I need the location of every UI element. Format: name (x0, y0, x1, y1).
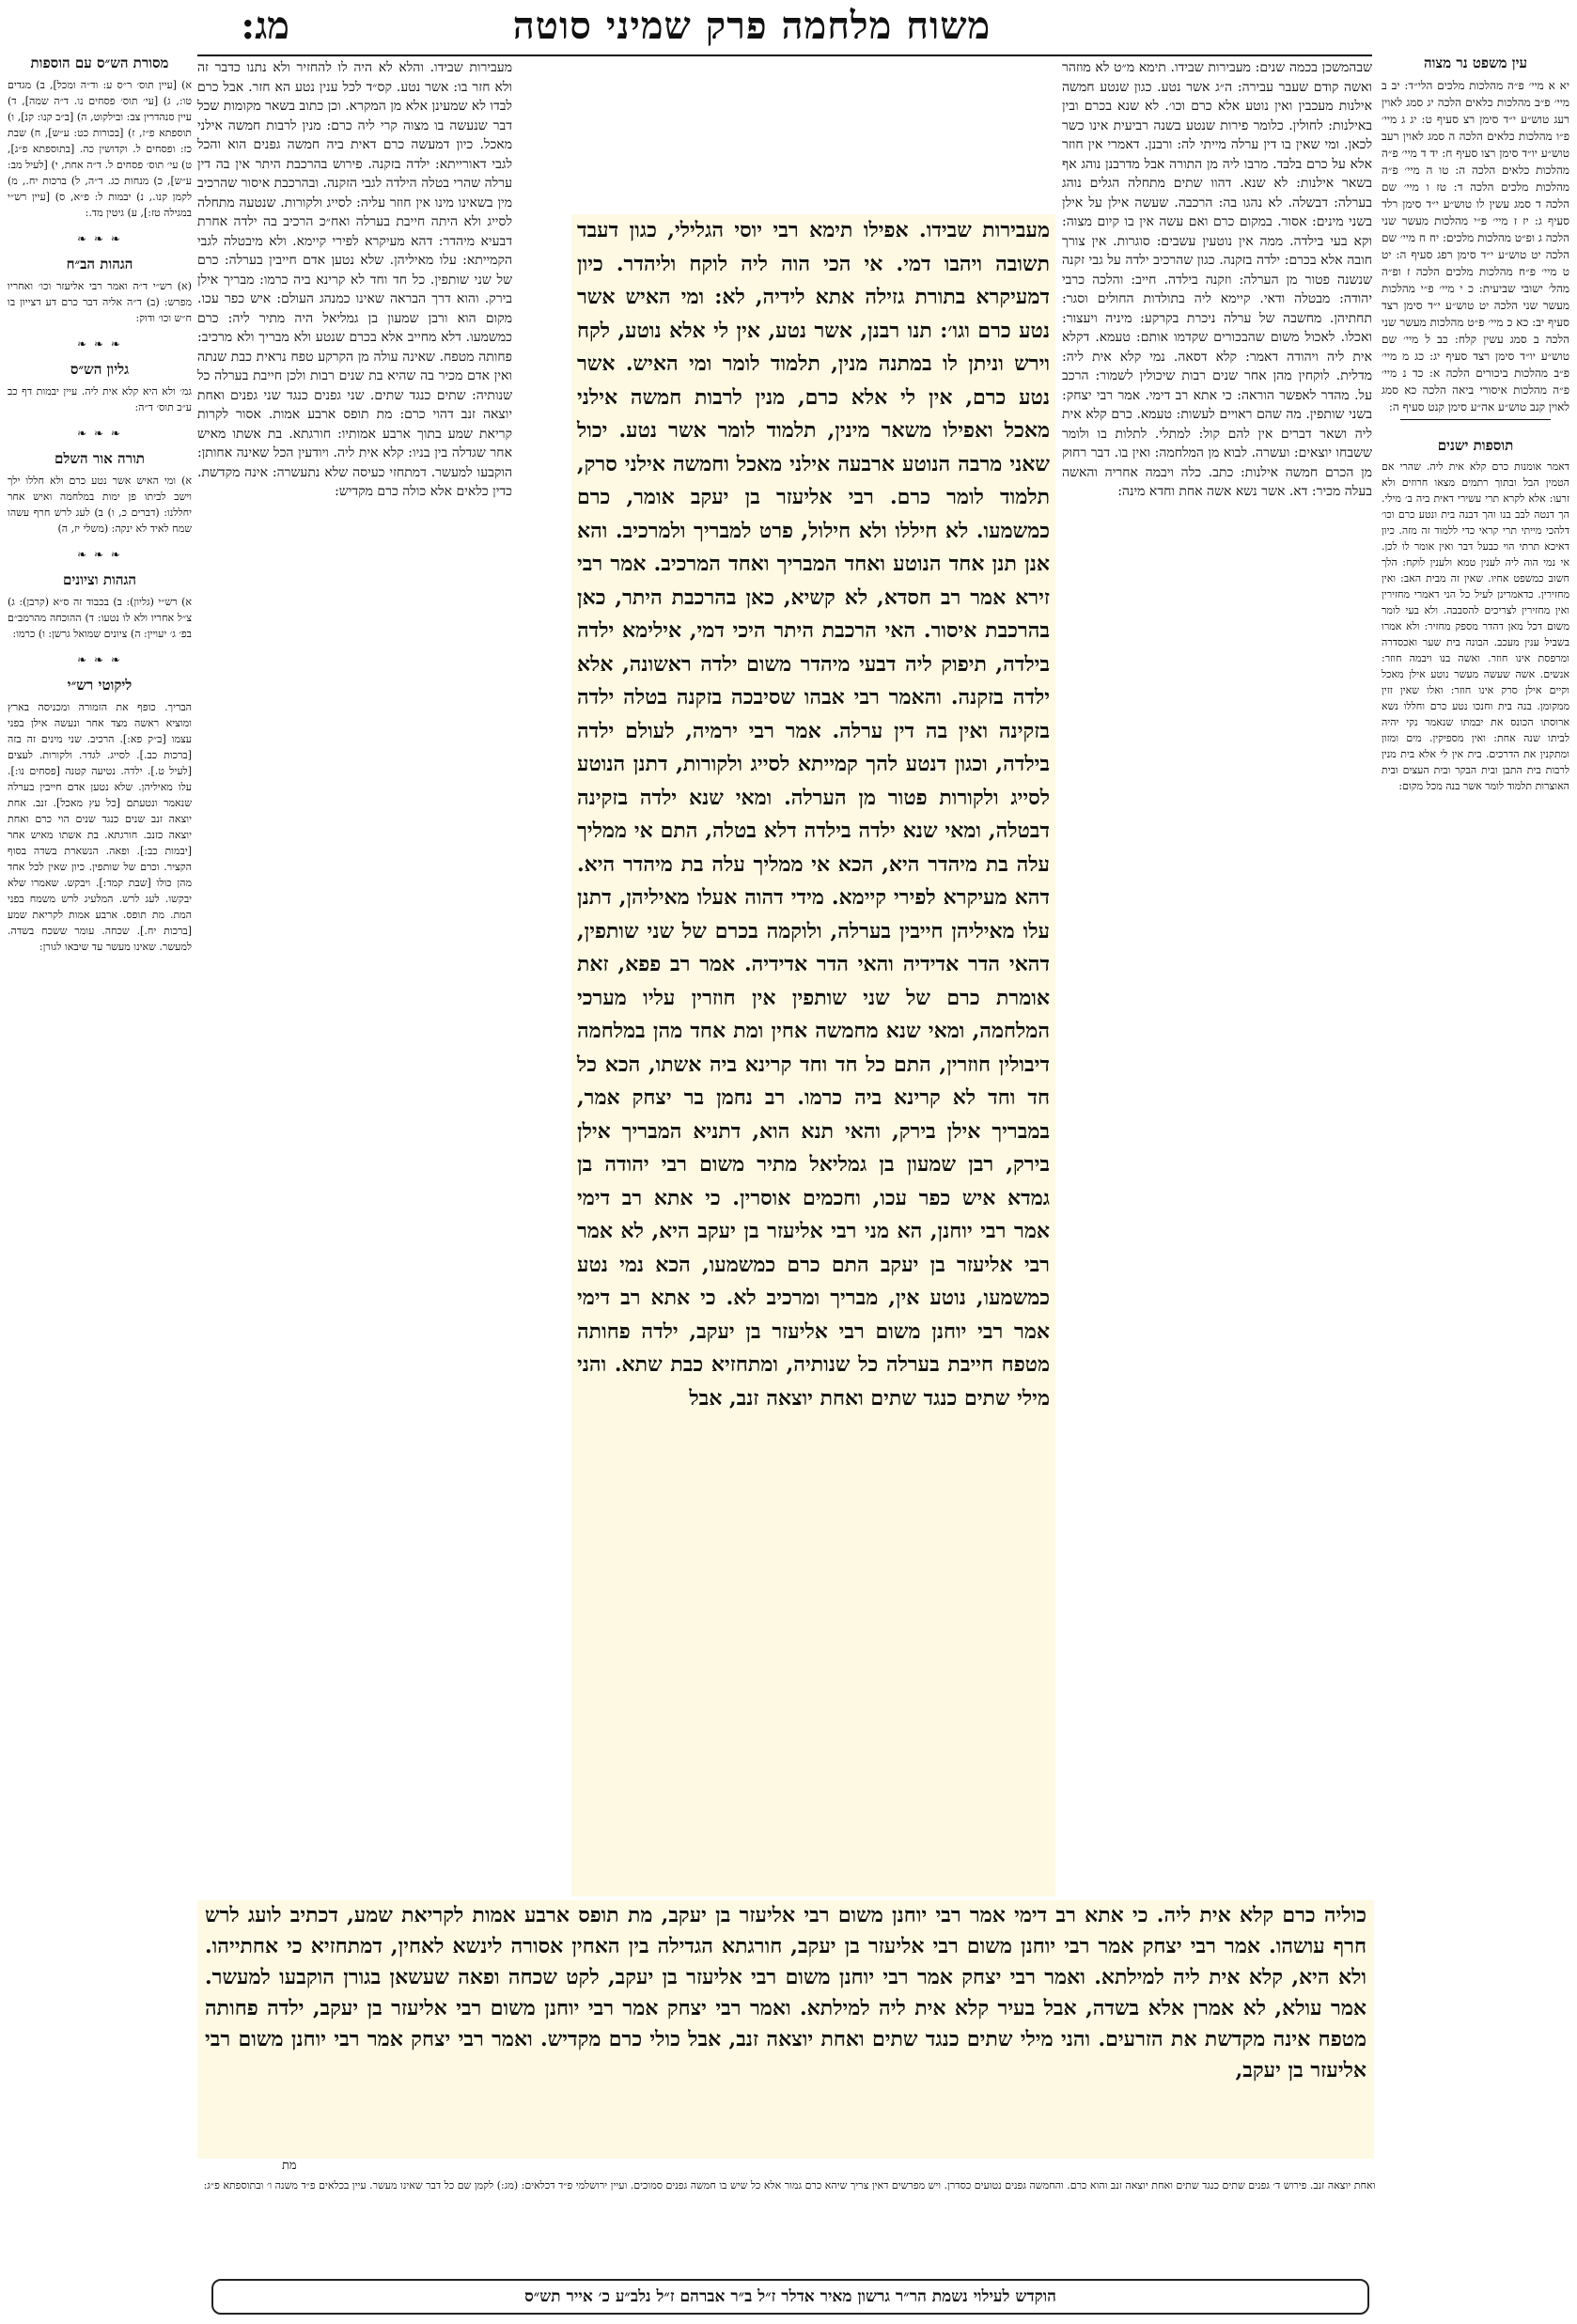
header-rule (197, 55, 1372, 56)
tosafot-yeshanim-text: דאמר אומנות כרם קלא אית ליה. שהרי אם הטמין הבל ובתוך רתמים מצאו חרוזים ולא זרעו: אלא לקרא תרי עשירי דאית ביה ב׳ מילי. הך דנטה לבב בנו והך דבנה בית ונטע כרם וכו׳ דלהכי מייתי תרי קראי כדי ללמוד זה מזה. כיון דאיכא תרתי הוי כבעל דבר ואין אומר לו לכן. אי נמי הוה ליה לענין טמא ולענין לוקח: הלך חשוב כמשפט אחיו. שאין זה מבית האב: ואין מחזירין. כדאמרינן לעיל כל הני דאמרי מחזירין ואין מחזירין לצריכים להסבבה. ולא בעי לומר משום דכל מאן דהדר מספק מחזיר: ולא אמרו בשביל ענין מעכב. הבונה בית שער ואכסדרה ומרפסת אינו חוזר. ואשה בנו ויבמה חוזר: אנשים. אשה שעשה מעשר נוטע אילן מאכל וקיים אילן סרק אינו חוזר: ואלו שאין זזין ממקומן. בנה בית וחנכו נטע כרם וחללו נשא ארוסתו הכונס את יבמתו שנאמר נקי יהיה לביתו שנה אחת: ואין מספיקין. מים ומזון ומתקנין את הדרכים. בית אין לי אלא בית מנין לרבות בית התבן ובית הבקר ובית העצים ובית האוצרות תלמוד לומר אשר בנה מכל מקום: (1382, 460, 1569, 792)
mesoret-title: מסורת הש״ס עם הוספות (30, 55, 169, 71)
gemara-bottom-text (197, 1900, 1374, 2159)
ein-mishpat-text: יא א מיי׳ פ״ה מהלכות מלכים הלי״ד: יב ב מיי׳ פ״ב מהלכות כלאים הלכה יג סמג לאוין רעג טוש״ע י״ד סימן רצ סעיף ט: יג ג מיי׳ פ״ו מהלכות כלאים הלכה ה סמג לאוין רעב טוש״ע יו״ד סימן רצו סעיף ח: יד ד מיי׳ פ״ה מהלכות כלאים הלכה ה: טו ה מיי׳ פ״ה מהלכות מלכים הלכה ד: טז ו מיי׳ שם הלכה ד סמג עשין לו טוש״ע י״ד סימן רלד סעיף ג: יז ז מיי׳ פ״י מהלכות מעשר שני הלכה ג ופ״ט מהלכות מלכים: יח ח מיי׳ שם הלכה יט טוש״ע י״ד סימן רפג סעיף ה: יט ט מיי׳ פ״ח מהלכות מלכים הלכה ז ופ״ה מהל׳ ישובי שביעית: כ י מיי׳ פ״י מהלכות מעשר שני הלכה יט טוש״ע י״ד סימן רצד סעיף יב: כא כ מיי׳ פ״ט מהלכות מעשר שני הלכה ב סמג עשין קלח: כב ל מיי׳ שם טוש״ע יו״ד סימן רצד סעיף יג: כג מ מיי׳ פ״ב מהלכות ביכורים הלכה א: כד נ מיי׳ פ״ה מהלכות איסורי ביאה הלכה כא סמג לאוין קנב טוש״ע אה״ע סימן קנט סעיף ה: (1382, 78, 1569, 413)
ornament-divider: ❧ ❧ ❧ (77, 336, 122, 351)
tosafot-commentary (197, 58, 512, 1895)
ein-mishpat-title: עין משפט נר מצוה (1423, 55, 1528, 71)
running-head: משוח מלחמה פרק שמיני סוטה (512, 4, 991, 48)
mesoret-text: א) [עיין תוס׳ ר״ס ע: וד״ה ומכל], ב) מגדים טו:, ג) [עי׳ תוס׳ פסחים נו. ד״ה שמה], ד) עיין סנהדרין צב: ובילקוט, ה) [ב״ב קנו: קנ], ו) תוספתא פ״ז, ז) [בכורות כט: ע״ש], ח) שבת כז: ופסחים ל. וקדושין כה. [בתוספתא פ״ג], ט) עי׳ תוס׳ פסחים ל. ד״ה אחת, י) [לעיל מב: ע״ש], כ) מנחות כג. ד״ה, ל) ברכות יח., מ) לקמן קנו., נ) יבמות ל: פ״א, ס) [עיין רש״י במגילה טז:], ע) גיטין מד.: (8, 78, 192, 219)
gemara-text: מעבירות שבידו. אפילו תימא רבי יוסי הגלילי, כגון דעבד תשובה ויהבו דמי. אי הכי הוה ליה לוקח וליהדר. כיון דמעיקרא בתורת גזילה אתא לידיה, לא: ומי האיש אשר נטע כרם וגו׳: תנו רבנן, אשר נטע, אין לי אלא נוטע, לקח וירש וניתן לו במתנה מנין, תלמוד לומר ומי האיש. אשר נטע כרם, אין לי אלא כרם, מנין לרבות חמשה אילני מאכל ואפילו משאר מינין, תלמוד לומר אשר נטע. יכול שאני מרבה הנוטע ארבעה אילני מאכל וחמשה אילני סרק, תלמוד לומר כרם. רבי אליעזר בן יעקב אומר, כרם כמשמעו. לא חיללו ולא חילול, פרט למבריך ולמרכיב. והא אנן תנן אחד הנוטע ואחד המבריך ואחד המרכיב. אמר רבי זירא אמר רב חסדא, לא קשיא, כאן בהרכבת היתר, כאן בהרכבת איסור. האי הרכבת היתר היכי דמי, אילימא ילדה בילדה, תיפוק ליה דבעי מיהדר משום ילדה ראשונה, אלא ילדה בזקנה. והאמר רבי אבהו שסיבכה בזקנה בטלה ילדה בזקינה ואין בה דין ערלה. אמר רבי ירמיה, לעולם ילדה בילדה, וכגון דנטע להך קמייתא לסייג ולקורות, דתנן הנוטע לסייג ולקורות פטור מן הערלה. ומאי שנא ילדה בזקינה דבטלה, ומאי שנא ילדה בילדה דלא בטלה, התם אי ממליך עלה בת מיהדר היא, הכא אי ממליך עלה בת מיהדר היא. דהא מעיקרא לפירי קיימא. מידי דהוה אעלו מאיליהן, דתנן עלו מאיליהן חייבין בערלה, ולוקמה בכרם של שני שותפין, דהאי הדר אדידיה והאי הדר אדידיה. אמר רב פפא, זאת אומרת כרם של שני שותפין אין חוזרין עליו מערכי המלחמה, ומאי שנא מחמשה אחין ומת אחד מהן במלחמה דיבולין חוזרין, התם כל חד וחד קרינא ביה אשתו, הכא כל חד וחד לא קרינא ביה כרמו. רב נחמן בר יצחק אמר, במבריך אילן בירק, והאי תנא הוא, דתניא המבריך אילן בירק, רבן שמעון בן גמליאל מתיר משום רבי יהודה בן גמדא איש כפר עכו, וחכמים אוסרין. כי אתא רב דימי אמר רבי יוחנן, הא מני רבי אליעזר בן יעקב היא, לא אמר רבי אליעזר בן יעקב התם כרם כמשמעו, הכא נמי נטע כמשמעו, נוטע אין, מבריך ומרכיב לא. כי אתא רב דימי אמר רבי יוחנן משום רבי אליעזר בן יעקב, ילדה פחותה מטפח חייבת בערלה כל שנותיה, ומתחזיא כבת שתא. והני מילי שתים כנגד שתים ואחת יוצאה זנב, אבל (577, 218, 1050, 1411)
bottom-note: ואחת יוצאה זנב. פירוש ד׳ גפנים שתים כנגד שתים ואחת יוצאה זנב והוא כרם. והחמשה גפנים נטועים כסדרן. ויש מפרשים דאין צריך שיהא כרם גמור אלא כל שיש בו חמשה גפנים סמוכים. ועיין ירושלמי פ״ד דכלאים: (מג:) לקמן שם כל דבר שאינו מעשר. עיין בכלאים פ״ד משנה ו׳ ובתוספתא פ״ג: (203, 2179, 1376, 2191)
catchword: מת (282, 2159, 297, 2173)
hagahot-vetziyunim-text: א) רש״י (גליון): ב) בכבוד זה ס״א (קרבן): ג) צ״ל אחריו ולא לו נטעו: ד) ההוכחה מהרמב״ם בפ׳ ג׳ יעויין: ה) ציונים שמואל גרשן: ו) כרמו: (8, 595, 192, 640)
left-outer-column (8, 47, 192, 2166)
torah-or-title: תורה אור השלם (55, 450, 145, 467)
hagahot-habach-title: הגהות הב״ח (66, 256, 133, 273)
folio-number: מג: (241, 4, 289, 48)
hagahot-vetziyunim-title: הגהות וציונים (62, 571, 137, 588)
likutei-rashi-title: ליקוטי רש״י (67, 677, 133, 694)
tosafot-yeshanim-title: תוספות ישנים (1437, 436, 1514, 454)
rashi-commentary (1062, 58, 1372, 1895)
gilyon-hashas-text: גמ׳ ולא היא קלא אית ליה. עיין יבמות דף כב ע״ב תוס׳ ד״ה: (8, 384, 192, 413)
hagahot-habach-text: (א) רש״י ד״ה ואמר רבי אליעזר וכו׳ ואחריו מפרש: (ב) ד״ה אליה דבר כרם דע דצייון בו ח״ש וכו׳ ודוק: (8, 279, 192, 324)
torah-or-text: א) ומי האיש אשר נטע כרם ולא חללו ילך וישב לביתו פן ימות במלחמה ואיש אחר יחללנו: (דברים כ, ו) ב) לעג לרש חרף עשהו שמח לאיד לא ינקה: (משלי יז, ה) (8, 474, 192, 535)
right-outer-column (1382, 47, 1569, 2166)
ornament-divider: ❧ ❧ ❧ (77, 426, 122, 440)
ornament-divider: ❧ ❧ ❧ (77, 547, 122, 561)
rashi-text: שבהמשכן בכמה שנים: מעבירות שבידו. תימא מ״ט לא מוזהר ואשה קודם שעבר עבירה: ה״ג אשר נטע. כגון שנטע חמשה אילנות מעכבין ואין נוטע אלא כרם וכו׳. לא שנא בכרם ובין באילנות: לחולין. כלומר פירות שנטע בשנה רביעית אינו כשר לכאן. ומי שאין בו דין ערלה מייתי לה: ורבנן. דאמרי אין חוזר אלא על כרם בלבד. מרבו ליה מן התורה אבל מדרבנן נוהג אף בשאר אילנות: לא שנא. דהוו שתים מתחלה הגלים נוהג בערלה: דבשלה. לא נהגו בה: הרכבה. שעשה אילן על אילן בשני מינים: אסור. במקום כרם ואם עשה אין בו קיום מצוה: וקא בעי בילדה. ממה אין נוטעין עשבים: סוגרות. אין צורך חובה אלא בכרם: ילדה בזקנה. כגון שהרכיב ילדה על גבי זקנה שנשנה פטור מן הערלה: וזקנה בילדה. חייב: והלכה כרבי יהודה: מבטלה ודאי. קיימא ליה בתולדות החולים וסגר: תחתיהן. מחשבה של ערלה ניכרת בקרקע: מיניה ויעצור: ואכלו. לאכול משום שהבכורים שקדמו אותם: טעמא. דקלא אית ליה ויהודה דאמר: קלא דסאה. נמי קלא אית ליה: מדלית. לוקחין מהן אחר שנים רבות שיכולין לשמור: הרכב על. מהדר לאפשר הוראה: כי אתא רב דימי. אמר רבי יצחק: בשני שותפין. מה שהם ראויים לעשות: טעמא. כרם קלא אית ליה ושאר דברים אין להם קול: למתלי. לתלות בו ולומר ששבחו יוצאים: ועשרה. לבוא מן המלחמה: ואין בו. דבר רחוק מן הכרם חמשה אילנות: כתב. כלה ויבמה אחריה והאשה בעלה מכיר: דא. אשר נשא אשה אחת וחדא מינה: (1062, 60, 1372, 499)
ornament-divider: ❧ ❧ ❧ (77, 231, 122, 245)
tosafot-text: מעבירות שבידו. והלא לא היה לו להחזיר ולא נתנו כדבר זה ולא חזר בו: אשר נטע. קס״ד לכל ענין נטע הא חזר. אבל כרם לבדו לא שמעינן אלא מן המקרא. וכן כתוב בשאר מקומות שכל דבר שנעשה בו מצוה קרי ליה כרם: מנין לרבות חמשה אילני מאכל. כיון דמעשה כרם דאית ביה חמשה גפנים הוא והכל לגבי דאורייתא: ילדה בזקנה. פירוש בהרכבת היתר אין בה דין ערלה שהרי בטלה הילדה לגבי הזקנה. ובהרכבת איסור שהרכיב מין בשאינו מינו אין חוזר עליה: לסייג ולקורות. שנטעה מתחלה לסייג ולא היתה חייבת בערלה ואח״כ הרכיב בה ילדה אחרת דבעיא מיהדר: דהא מעיקרא לפירי קיימא. ולא מיבטלה לגבי הקמייתא: עלו מאיליהן. שלא נטען אדם חייבין בערלה: כרם של שני שותפין. כל חד וחד לא קרינא ביה כרמו: מבריך אילן בירק. והוא דרך הבראה שאינו כמנהג העולם: איש כפר עכו. מקום הוא ורבן שמעון בן גמליאל היה מתיר ליה: כרם כמשמעו. דלא מחייב אלא בכרם שנטע ולא מבריך ולא מרכיב: פחותה מטפח. שאינה עולה מן הקרקע טפח נראית כבת שנתה ואין אדם מכיר בה שהיא בת שנים רבות ולכן חייבת בערלה כל שנותיה: שתים כנגד שתים. שני גפנים כנגד שני גפנים ואחת יוצאה זנב דהוי כרם: מת תופס ארבע אמות. אסור לקרות קריאת שמע בתוך ארבע אמותיו: חורגתא. בת אשתו מאיש אחר שגדלה בין בניו: קלא אית ליה. ויודעין הכל שאינה אחותן: הוקבעו למעשר. דמתחזי כעיסה שלא נתעשרה: אינה מקדשת. כדין כלאים אלא כולה כרם מקדיש: (197, 60, 512, 499)
gemara-bottom-body: כוליה כרם קלא אית ליה. כי אתא רב דימי אמר רבי יוחנן משום רבי אליעזר בן יעקב, מת תופס ארבע אמות לקריאת שמע, דכתיב לועג לרש חרף עושהו. אמר רבי יצחק אמר רבי יוחנן משום רבי אליעזר בן יעקב, חורגתא הגדילה בין האחין אסורה לינשא לאחין, דמתחזיא כי אחתייהו. ולא היא, קלא אית ליה למילתא. ואמר רבי יצחק אמר רבי יוחנן משום רבי אליעזר בן יעקב, לקט שכחה ופאה שעשאן בגורן הוקבעו למעשר. אמר עולא, לא אמרן אלא בשדה, אבל בעיר קלא אית ליה למילתא. ואמר רבי יצחק אמר רבי יוחנן משום רבי אליעזר בן יעקב, ילדה פחותה מטפח אינה מקדשת את הזרעים. והני מילי שתים כנגד שתים ואחת יוצאה זנב, אבל כולי כרם מקדיש. ואמר רבי יצחק אמר רבי יוחנן משום רבי אליעזר בן יעקב, (205, 1903, 1366, 2082)
likutei-rashi-text: הבריך. כופף את הזמורה ומכניסה בארץ ומוציא ראשה מצד אחר ונעשה אילן בפני עצמו [ב״ק פא:]. הרכיב. שני מינים זה בזה [ברכות כב.]. לסייג. לגדר. ולקורות. לעצים [לעיל ט.]. ילדה. נטיעה קטנה [פסחים נו:]. עלו מאיליהן. שלא נטען אדם חייבין בערלה שנאמר ונטעתם [כל עץ מאכל]. זנב. אחת יוצאה זנב שנים כנגד שנים הוי כרם ואחת יוצאה כזנב. חורגתא. בת אשתו מאיש אחר [יבמות כב:]. ופאה. הנשארת בשדה בסוף הקציר. וכרם של שותפין. כיון שאין לכל אחד מהן כולו [שבת קמד:]. ויבקש. שאמרו שלא יבקשו. לעג לרש. המלעיג לרש משמח בפני המת. מת תופס. ארבע אמות לקריאת שמע [ברכות יח.]. שכחה. עומר ששכח בשדה. למעשר. שאינו מעשר עד שיבאו לגורן: (8, 700, 192, 953)
page-header (0, 4, 1577, 53)
dedication-box: הוקדש לעילוי נשמת הר״ר גרשון מאיר אדלר ז״ל ב״ר אברהם ז״ל נלב״ע כ׳ אייר תש״ס (211, 2279, 1369, 2315)
gilyon-hashas-title: גליון הש״ס (70, 361, 130, 378)
section-divider (1400, 419, 1551, 420)
ornament-divider: ❧ ❧ ❧ (77, 652, 122, 666)
gemara-main-text (571, 214, 1055, 1896)
